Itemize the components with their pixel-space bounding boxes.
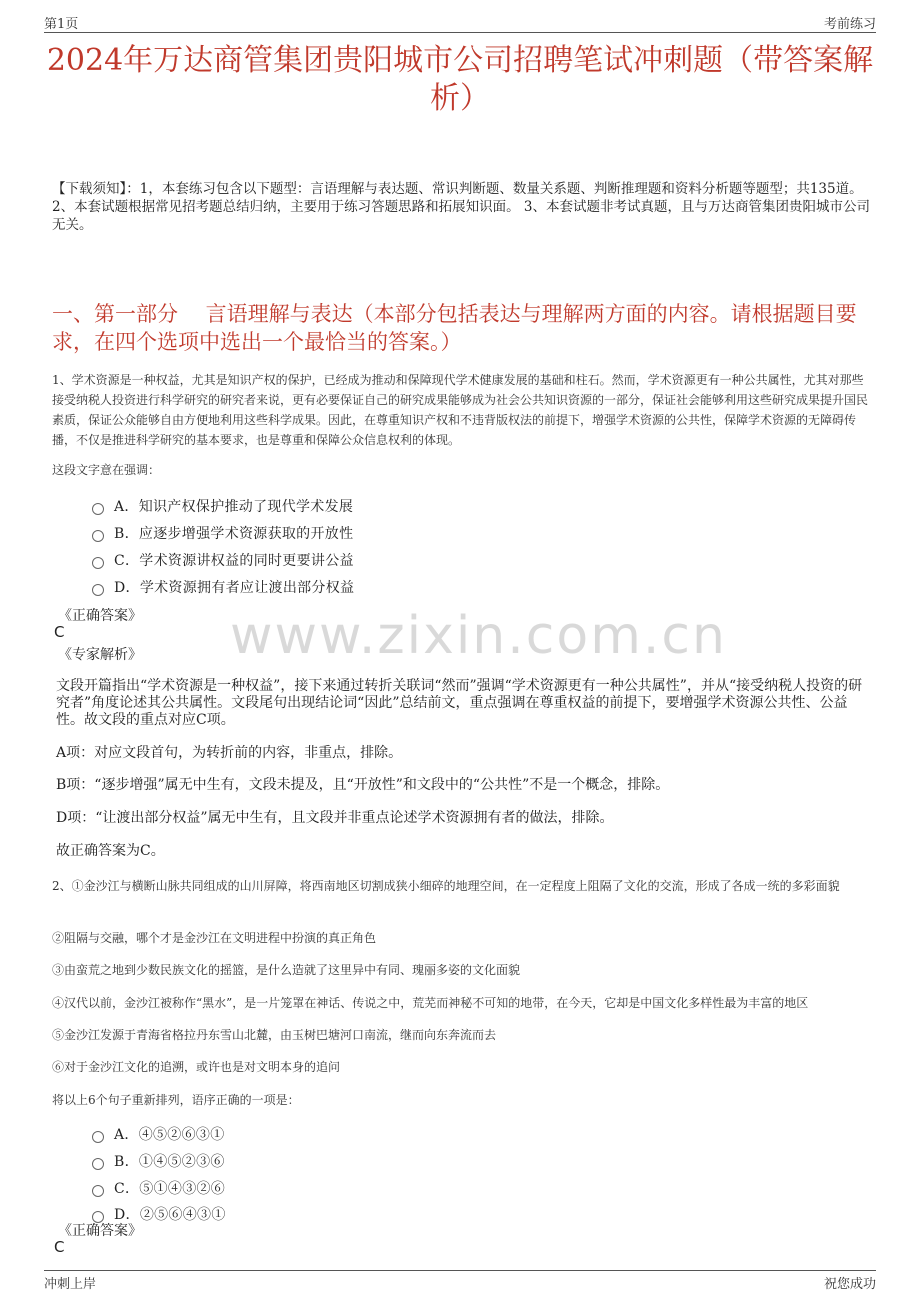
radio-icon[interactable] — [92, 584, 104, 596]
question-1-prompt: 这段文字意在强调： — [52, 463, 161, 477]
q1-option-c[interactable] — [92, 550, 354, 570]
page-number: 第1页 — [44, 17, 79, 32]
q1-option-a[interactable] — [92, 496, 353, 516]
q2-sentence-6: ⑥对于金沙江文化的追溯，或许也是对文明本身的追问 — [52, 1060, 341, 1074]
radio-icon[interactable] — [92, 503, 104, 515]
footer-divider — [44, 1270, 876, 1271]
section-title: 一、第一部分 言语理解与表达（本部分包括表达与理解两方面的内容。请根据题目要求，在四个选项中选出一个最恰当的答案。） — [52, 302, 857, 354]
radio-icon[interactable] — [92, 557, 104, 569]
option-label: C．⑤①④③②⑥ — [114, 1181, 226, 1197]
document-title: 2024年万达商管集团贵阳城市公司招聘笔试冲刺题（带答案解析） — [46, 43, 874, 116]
q2-sentence-5: ⑤金沙江发源于青海省格拉丹东雪山北麓，由玉树巴塘河口南流，继而向东奔流而去 — [52, 1028, 497, 1042]
q2-sentence-4: ④汉代以前，金沙江被称作“黑水”，是一片笼罩在神话、传说之中，荒芜而神秘不可知的地带，在今天，它却是中国文化多样性最为丰富的地区 — [52, 996, 809, 1010]
q2-option-c[interactable] — [92, 1178, 225, 1198]
q2-answer-label: 《正确答案》 — [58, 1223, 142, 1239]
footer-left: 冲刺上岸 — [44, 1277, 97, 1292]
q2-prompt: 将以上6个句子重新排列，语序正确的一项是： — [52, 1093, 300, 1107]
radio-icon[interactable] — [92, 530, 104, 542]
option-label: B．应逐步增强学术资源获取的开放性 — [114, 526, 354, 542]
q1-answer-label: 《正确答案》 — [58, 608, 142, 624]
option-label: A．知识产权保护推动了现代学术发展 — [114, 499, 354, 515]
q2-option-b[interactable] — [92, 1151, 225, 1171]
footer-right: 祝您成功 — [823, 1277, 876, 1292]
q1-option-d[interactable] — [92, 577, 354, 597]
q1-analysis-d: D项：“让渡出部分权益”属无中生有，且文段并非重点论述学术资源拥有者的做法，排除。 — [56, 810, 614, 826]
header-divider — [44, 32, 876, 33]
q2-sentence-2: ②阻隔与交融，哪个才是金沙江在文明进程中扮演的真正角色 — [52, 931, 377, 945]
radio-icon[interactable] — [92, 1158, 104, 1170]
option-label: C．学术资源讲权益的同时更要讲公益 — [114, 553, 354, 569]
radio-icon[interactable] — [92, 1131, 104, 1143]
q1-analysis-main: 文段开篇指出“学术资源是一种权益”，接下来通过转折关联词“然而”强调“学术资源更有一种公共属性”，并从“接受纳税人投资的研究者”角度论述其公共属性。文段尾句出现结论词“因此”总结前文，重点强调在尊重权益的前提下，要增强学术资源公共性、公益性。故文段的重点对应C项。 — [56, 678, 863, 728]
radio-icon[interactable] — [92, 1185, 104, 1197]
watermark: www.zixin.com.cn — [230, 606, 727, 666]
q1-answer: C — [54, 623, 65, 641]
question-1-text: 1、学术资源是一种权益，尤其是知识产权的保护，已经成为推动和保障现代学术健康发展的基础和柱石。然而，学术资源更有一种公共属性，尤其对那些接受纳税人投资进行科学研究的研究者来说，更有必要保证自己的研究成果能够成为社会公共知识资源的一部分，保证社会能够利用这些研究成果提升国民素质，保证公众能够自由方便地利用这些科学成果。因此，在尊重知识产权和不违背版权法的前提下，增强学术资源的公共性，保障学术资源的无障碍传播，不仅是推进科学研究的基本要求，也是尊重和保障公众信息权利的体现。 — [52, 373, 869, 447]
header-tag: 考前练习 — [823, 17, 876, 32]
q2-sentence-1: 2、①金沙江与横断山脉共同组成的山川屏障，将西南地区切割成狭小细碎的地理空间，在一定程度上阻隔了文化的交流，形成了各成一统的多彩面貌 — [52, 879, 840, 893]
option-label: D．②⑤⑥④③① — [114, 1207, 226, 1223]
q1-option-b[interactable] — [92, 523, 353, 543]
q1-analysis-b: B项：“逐步增强”属无中生有，文段未提及，且“开放性”和文段中的“公共性”不是一个概念，排除。 — [56, 777, 670, 793]
q1-analysis-a: A项：对应文段首句，为转折前的内容，非重点，排除。 — [56, 745, 403, 761]
option-label: A．④⑤②⑥③① — [114, 1127, 225, 1143]
q2-option-a[interactable] — [92, 1124, 225, 1144]
download-notice: 【下载须知】：1，本套练习包含以下题型：言语理解与表达题、常识判断题、数量关系题、判断推理题和资料分析题等题型；共135道。 2、本套试题根据常见招考题总结归纳，主要用于练习答题思路和拓展知识面。 3、本套试题非考试真题，且与万达商管集团贵阳城市公司无关。 — [52, 181, 870, 233]
option-label: D．学术资源拥有者应让渡出部分权益 — [114, 580, 355, 596]
q1-analysis-conclusion: 故正确答案为C。 — [56, 843, 165, 859]
q2-answer: C — [54, 1238, 65, 1256]
q2-sentence-3: ③由蛮荒之地到少数民族文化的摇篮，是什么造就了这里异中有同、瑰丽多姿的文化面貌 — [52, 963, 521, 977]
option-label: B．①④⑤②③⑥ — [114, 1154, 225, 1170]
q1-analysis-label: 《专家解析》 — [58, 647, 142, 663]
